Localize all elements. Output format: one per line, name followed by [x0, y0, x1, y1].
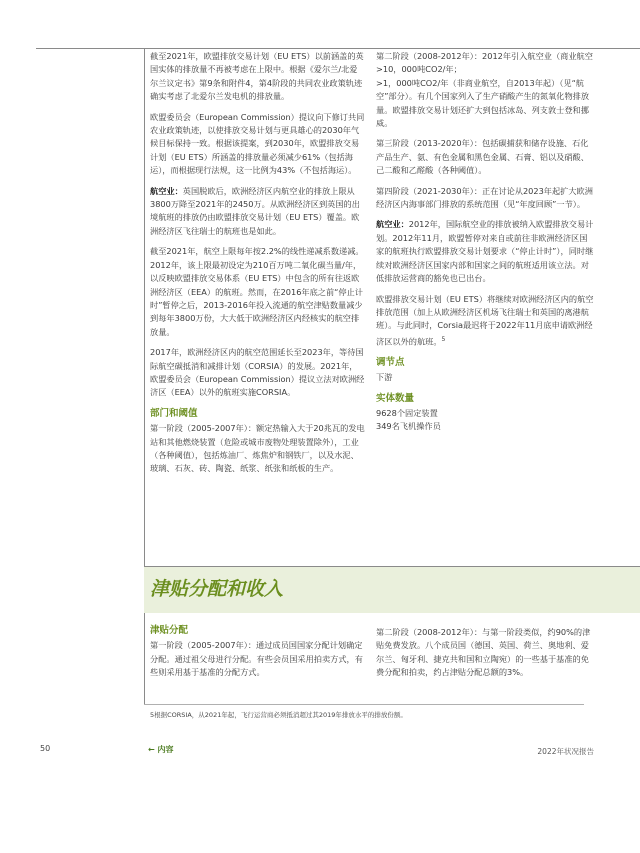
paragraph: 第一阶段（2005-2007年）：通过成员国国家分配计划确定分配。通过祖父母进行分配。有些会员国采用拍卖方式，有些则采用基于基准的分配方式。	[150, 640, 363, 678]
paragraph: 截至2021年，航空上限每年按2.2%的线性递减系数递减。2012年，该上限最初设定为210百万吨二氧化碳当量/年，以反映欧盟排放交易体系（EU ETS）中包含的所有往返欧洲经济区（EEA）的航班。然而，在2016年底之前“停止计时”暂停之后，2013-2016年投入流通的航空津贴数量减少到每年3800万份，大大低于欧洲经济区内经核实的航空排放量。	[150, 246, 364, 337]
page-number: 50	[40, 744, 51, 753]
paragraph: 349名飞机操作员	[376, 421, 441, 432]
allocation-left	[150, 624, 365, 687]
footnote-ref[interactable]: 5	[441, 335, 446, 343]
paragraph-text: 第二阶段（2008-2012年）：2012年引入航空业（商业航空>10，000吨CO2/年；	[376, 51, 593, 75]
allocation-right	[376, 626, 594, 687]
paragraph	[376, 50, 594, 130]
paragraph-text: 2012年，国际航空业的排放被纳入欧盟排放交易计划。2012年11月，欧盟暂停对来自或前往非欧洲经济区国家的航班执行欧盟排放交易计划要求（“停止计时”），同时继续对欧洲经济区国家内部和国家之间的航班适用该立法。对低排放运营商的豁免也已出台。	[376, 219, 594, 284]
right-column	[376, 50, 594, 441]
column-rule-top	[144, 48, 145, 566]
paragraph-text: >1，000吨CO2/年（非商业航空，自2013年起）（见“航空”部分）。有几个国家列入了生产硝酸产生的氮氧化物排放量。欧盟排放交易计划还扩大到包括冰岛、列支敦士登和挪威。	[376, 77, 590, 129]
top-rule	[36, 48, 640, 49]
subheading-point-of-regulation: 调节点	[376, 356, 405, 368]
paragraph: 下游	[376, 372, 393, 383]
paragraph: 截至2021年，欧盟排放交易计划（EU ETS）以前涵盖的英国实体的排放量不再被考虑在上限中。根据《爱尔兰/北爱尔兰议定书》第9条和附件4，第4阶段的共同农业政策轨迹确实考虑了北爱尔兰发电机的排放量。	[150, 51, 364, 102]
subheading-sectors: 部门和阈值	[150, 407, 198, 419]
paragraph-lead: 航空业：	[376, 219, 409, 230]
paragraph: 第一阶段（2005-2007年）：额定热输入大于20兆瓦的发电站和其他燃烧装置（危险或城市废物处理装置除外），工业（各种阈值），包括炼油厂、炼焦炉和钢铁厂，以及水泥、玻璃、石灰、砖、陶瓷、纸浆、纸张和纸板的生产。	[150, 423, 365, 474]
paragraph	[150, 185, 365, 239]
column-rule-bottom	[144, 612, 145, 704]
paragraph: 第二阶段（2008-2012年）：与第一阶段类似，约90%的津贴免费发放。八个成员国（德国、英国、荷兰、奥地利、爱尔兰、匈牙利、捷克共和国和立陶宛）的一些基于基准的免费分配和拍卖，约占津贴分配总额的3%。	[376, 627, 591, 678]
paragraph: 欧盟委员会（European Commission）提议向下修订共同农业政策轨迹，以使排放交易计划与更具雄心的2030年气候目标保持一致。根据该提案，到2030年，欧盟排放交易计划（EU ETS）所涵盖的排放量必须减少61%（包括海运），而根据现行法规，这一比例为43%（不包括海运）。	[150, 111, 365, 176]
paragraph: 9628个固定装置	[376, 408, 438, 419]
section-title: 津贴分配和收入	[150, 578, 284, 600]
left-column	[150, 50, 365, 483]
paragraph: 第四阶段（2021-2030年）：正在讨论从2023年起扩大欧洲经济区内海事部门排放的系统范围（见“年度回顾”一节）。	[376, 185, 593, 210]
footnote-rule	[144, 704, 584, 705]
paragraph	[376, 293, 594, 349]
paragraph-lead: 航空业：	[150, 185, 183, 196]
contents-link[interactable]: ← 内容	[148, 745, 174, 754]
subheading-allocation: 津贴分配	[150, 625, 189, 636]
paragraph-text: 英国脱欧后，欧洲经济区内航空业的排放上限从3800万降至2021年的2450万。从欧洲经济区到英国的出境航班的排放仍由欧盟排放交易计划（EU ETS）覆盖。欧洲经济区飞往瑞士的航班也是如此。	[150, 185, 360, 236]
paragraph-text: 欧盟排放交易计划（EU ETS）将继续对欧洲经济区内的航空排放范围（加上从欧洲经济区机场飞往瑞士和英国的离港航班）。与此同时，Corsia最迟将于2022年11月底申请欧洲经济区以外的航班。	[376, 293, 594, 347]
footnote: 5根据CORSIA，从2021年起，飞行运营商必须抵消超过其2019年排放水平的排放份额。	[150, 711, 407, 719]
subheading-entities: 实体数量	[376, 392, 415, 404]
report-title: 2022年状况报告	[537, 747, 594, 756]
paragraph: 第三阶段（2013-2020年）：包括碳捕获和储存设施、石化产品生产、氨、有色金属和黑色金属、石膏、铝以及硝酸、己二酸和乙醛酸（各种阈值）。	[376, 138, 589, 176]
paragraph: 2017年，欧洲经济区内的航空范围延长至2023年，等待国际航空碳抵消和减排计划（CORSIA）的发展。2021年，欧盟委员会（European Commission）提议立法对欧洲经济区（EEA）以外的航班实施CORSIA。	[150, 347, 365, 398]
paragraph	[376, 218, 594, 285]
